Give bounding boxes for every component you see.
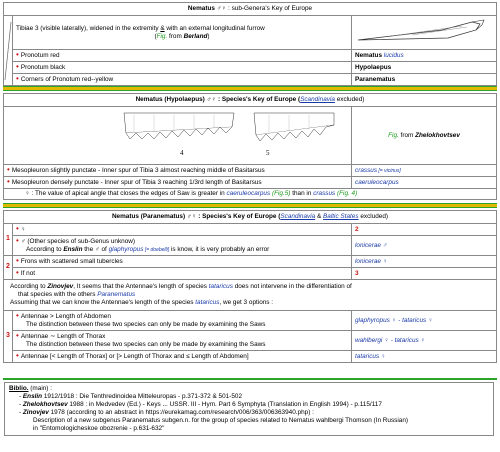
option-thorax: • Antennae ∼ Length of Thorax The distinction between these two species can only be made by examining the Saws (13, 331, 352, 351)
couplet-1b-result: lonicerae ♂ (352, 236, 497, 256)
saw-fig-caption: Fig. from Zhelokhovtsev (352, 107, 497, 165)
fig-ref: (Fig. from Berland) (154, 32, 210, 40)
biblio-item-3: - Zinovjev 1978 (according to an abstract in https://eurekamag.com/research/006/363/006363940.php) : (19, 409, 314, 416)
paranematus-key-table (3, 210, 497, 363)
fig-num-5: 5 (266, 149, 270, 157)
couplet-2a: • Frons with scattered small tubercles (13, 256, 352, 268)
couplet-number-2: 2 (4, 256, 13, 280)
couplet-2b-goto: 3 (352, 268, 497, 280)
intro-text: Tibiae 3 (visible laterally), widened in the extremity & with an external longitudinal furrow (16, 24, 265, 32)
couplet-1b: • ♂ (Other species of sub-Genus unknow) According to Enslin the ♂ of glaphyropus [= doebelli] is know, it is very probably an error (13, 236, 352, 256)
subgenera-key-table (3, 2, 497, 86)
saw-figures-cell (4, 107, 352, 165)
species-caeruleocarpus: caeruleocarpus (352, 177, 497, 189)
couplet-1a-goto: 2 (352, 224, 497, 236)
key-row-2: • Pronotum black (13, 62, 352, 74)
zinovjev-note: According to Zinovjev, It seems that the Antennae's length of species tataricus does not intervene in the differentiation of that species with the others Paranematus Assuming that we can know the Antennae's length of the species tataricus, we get 3 options : (4, 280, 497, 311)
section-divider-2 (3, 203, 497, 208)
bracket-cell (4, 16, 13, 86)
bibliography (4, 382, 494, 436)
section-title-paranematus: Nematus (Paranematus) ♂♀ : Species's Key of Europe (Scandinavia & Baltic States excluded) (4, 211, 497, 224)
biblio-desc-2: in "Entomologicheskoe obozrenie - p.631-632" (33, 425, 165, 432)
key-result-2: Hypolaepus (352, 62, 497, 74)
tibia-figure (352, 16, 488, 46)
section-title-hypolaepus: Nematus (Hypolaepus) ♂♀ : Species's Key of Europe (Scandinavia excluded) (4, 94, 497, 107)
intro-cell (13, 16, 352, 50)
species-crassus: crassus [= vicinus] (352, 165, 497, 177)
key-row-3: • Corners of Pronotum red--yellow (13, 74, 352, 86)
option-abdomen: • Antennae > Length of Abdomen The distinction between these two species can only be made by examining the Saws (13, 311, 352, 331)
option-mixed: • Antennae [< Length of Thorax] or [> Length of Thorax and ≤ Length of Abdomen] (13, 351, 352, 363)
option-abdomen-result: glaphyropus ♀ - tataricus ♀ (352, 311, 497, 331)
fig-num-4: 4 (180, 149, 184, 157)
key-result-3: Paranematus (352, 74, 497, 86)
biblio-divider (3, 378, 497, 380)
option-mixed-result: tataricus ♀ (352, 351, 497, 363)
saw-angle-note: ♀ : The value of apical angle that closes the edges of Saw is greater in caeruleocarpus (Fig.5) than in crassus (Fig. 4) (4, 189, 497, 200)
biblio-desc-1: Description of a new subgenus Paranematus subgen.n. for the group of species related to Nematus wahlbergi Thomson (In Russian) (33, 417, 409, 424)
saw-figures (4, 107, 344, 161)
tibia-figure-cell (352, 16, 497, 50)
biblio-item-1: - Enslin 1912/1918 : Die Tenthredinoidea Mitteleuropas - p.371-372 & 501-502 (19, 393, 242, 400)
couplet-number-1: 1 (4, 224, 13, 256)
key-row-1: • Pronotum red (13, 50, 352, 62)
couplet-1a: • ♀ (13, 224, 352, 236)
couplet-2b: • If not (13, 268, 352, 280)
hypolaepus-key-table (3, 93, 497, 200)
biblio-title: Biblio. (main) : (9, 385, 52, 392)
option-thorax-result: wahlbergi ♀ - tataricus ♀ (352, 331, 497, 351)
couplet-number-3: 3 (4, 311, 13, 363)
section-divider-1 (3, 86, 497, 91)
biblio-item-2: - Zhelokhovtsev 1988 : in Medvedev (Ed.) - Keys ... USSR. III - Hym. Part 6 Symphyta (Translation in English 1994) - p.115/117 (19, 401, 382, 408)
species-row-crassus: • Mesopleuron slightly punctate - Inner spur of Tibia 3 almost reaching middle of Basitarsus (4, 165, 352, 177)
species-row-caeruleocarpus: • Mesopleuron densely punctate - Inner spur of Tibia 3 reaching 1/3rd length of Basitarsus (4, 177, 352, 189)
couplet-2a-result: lonicerae ♀ (352, 256, 497, 268)
key-result-1: Nematus lucidus (352, 50, 497, 62)
bracket-diagonal (4, 20, 12, 82)
section-title: Nematus ♂♀ : sub-Genera's Key of Europe (4, 3, 497, 16)
